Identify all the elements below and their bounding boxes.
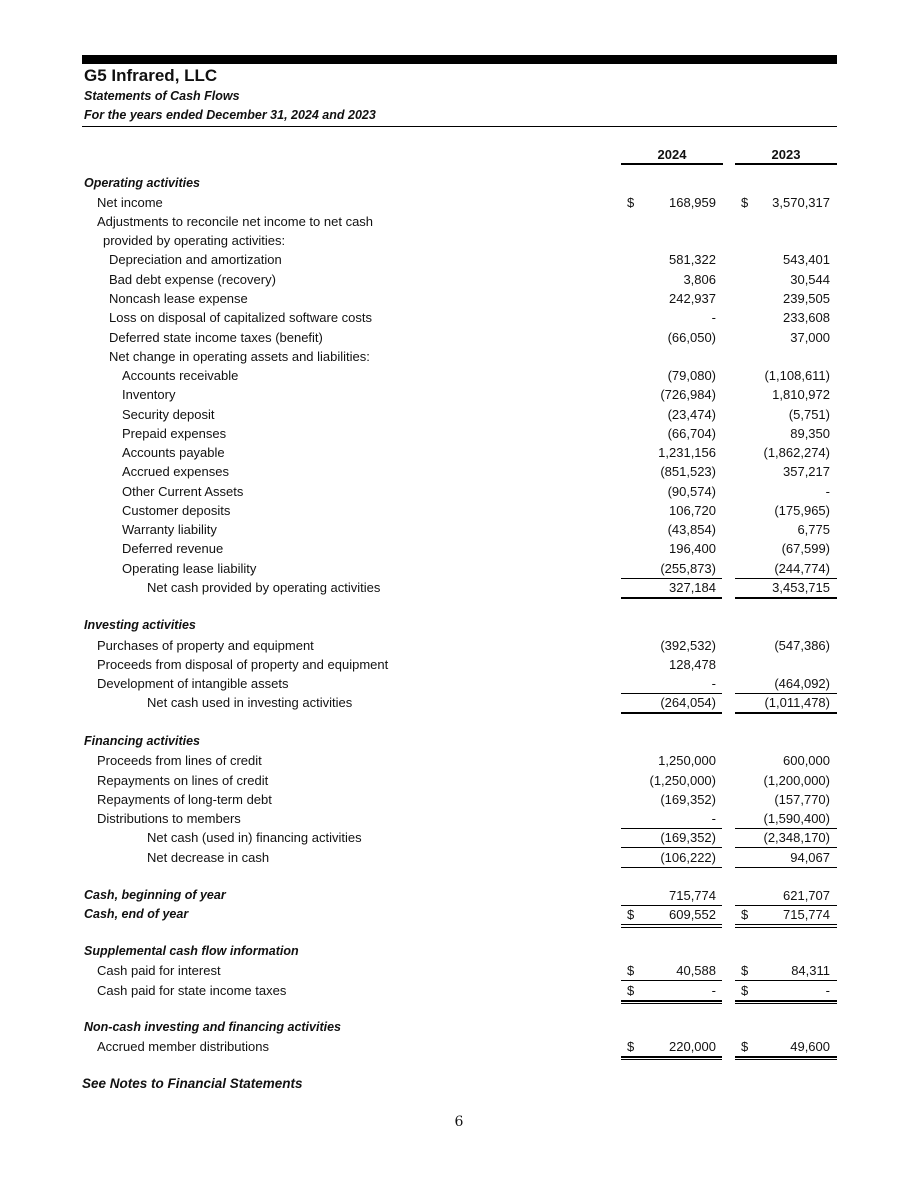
page-number: 6 bbox=[454, 1114, 464, 1130]
value-2024: 106,720 bbox=[669, 503, 716, 518]
statement-period: For the years ended December 31, 2024 and 2023 bbox=[84, 108, 376, 122]
value-2023: (1,590,400) bbox=[763, 811, 830, 826]
total-rule bbox=[735, 924, 837, 925]
row-label: Repayments on lines of credit bbox=[97, 773, 269, 788]
row-label: Net change in operating assets and liabilities: bbox=[109, 349, 370, 364]
value-2023: 357,217 bbox=[783, 464, 830, 479]
total-rule bbox=[621, 1003, 722, 1004]
row-loss-disposal bbox=[0, 308, 918, 327]
column-header-2023: 2023 bbox=[771, 147, 801, 162]
currency-symbol-2023: $ bbox=[741, 963, 749, 978]
row-label: Net cash used in investing activities bbox=[147, 695, 353, 710]
total-rule bbox=[735, 712, 837, 714]
row-label: Cash, end of year bbox=[84, 907, 189, 921]
currency-symbol-2024: $ bbox=[627, 195, 635, 210]
row-label: Inventory bbox=[122, 387, 176, 402]
row-net-income bbox=[0, 193, 918, 212]
value-2023: (547,386) bbox=[774, 638, 830, 653]
value-2023: 89,350 bbox=[790, 426, 830, 441]
value-2024: 242,937 bbox=[669, 291, 716, 306]
row-adj-2 bbox=[0, 231, 918, 250]
value-2024: - bbox=[711, 310, 716, 325]
row-noncash-lease bbox=[0, 289, 918, 308]
value-2024: (169,352) bbox=[660, 792, 716, 807]
row-label: Operating lease liability bbox=[122, 561, 257, 576]
row-inventory bbox=[0, 385, 918, 404]
row-label: Net cash provided by operating activities bbox=[147, 580, 381, 595]
currency-symbol-2024: $ bbox=[627, 907, 635, 922]
value-2024: 220,000 bbox=[669, 1039, 716, 1054]
row-security bbox=[0, 405, 918, 424]
value-2023: (2,348,170) bbox=[763, 830, 830, 845]
row-supp-header bbox=[0, 942, 918, 961]
value-2023: (464,092) bbox=[774, 676, 830, 691]
value-2024: (255,873) bbox=[660, 561, 716, 576]
value-2024: (66,050) bbox=[667, 330, 716, 345]
column-header-2024: 2024 bbox=[657, 147, 687, 162]
total-rule bbox=[621, 867, 722, 868]
row-ap bbox=[0, 443, 918, 462]
currency-symbol-2023: $ bbox=[741, 195, 749, 210]
total-rule bbox=[621, 927, 722, 928]
row-deferred-tax bbox=[0, 328, 918, 347]
value-2024: 40,588 bbox=[676, 963, 716, 978]
header-rule bbox=[82, 126, 837, 127]
total-rule bbox=[735, 980, 837, 981]
row-op-header bbox=[0, 174, 918, 193]
row-fin-header bbox=[0, 732, 918, 751]
value-2023: 715,774 bbox=[783, 907, 830, 922]
row-bad-debt bbox=[0, 270, 918, 289]
value-2023: - bbox=[825, 484, 830, 499]
row-dep bbox=[0, 250, 918, 269]
row-cash-tax bbox=[0, 981, 918, 1000]
value-2024: 128,478 bbox=[669, 657, 716, 672]
value-2023: 37,000 bbox=[790, 330, 830, 345]
value-2023: 30,544 bbox=[790, 272, 830, 287]
value-2024: 168,959 bbox=[669, 195, 716, 210]
statement-title: Statements of Cash Flows bbox=[84, 89, 240, 103]
row-other-current bbox=[0, 482, 918, 501]
row-label: Cash paid for interest bbox=[97, 963, 221, 978]
value-2024: (43,854) bbox=[667, 522, 716, 537]
row-label: Deferred revenue bbox=[122, 541, 224, 556]
value-2024: (66,704) bbox=[667, 426, 716, 441]
value-2024: (23,474) bbox=[667, 407, 716, 422]
row-label: Customer deposits bbox=[122, 503, 231, 518]
total-rule bbox=[621, 1056, 722, 1058]
row-label: Net cash (used in) financing activities bbox=[147, 830, 362, 845]
total-rule bbox=[621, 1059, 722, 1060]
total-rule bbox=[621, 980, 722, 981]
value-2023: 3,570,317 bbox=[772, 195, 830, 210]
row-noncash-header bbox=[0, 1018, 918, 1037]
row-label: Accounts payable bbox=[122, 445, 225, 460]
value-2024: 609,552 bbox=[669, 907, 716, 922]
row-accrued bbox=[0, 462, 918, 481]
row-proc-disp bbox=[0, 655, 918, 674]
row-label: Net decrease in cash bbox=[147, 850, 270, 865]
row-inv-header bbox=[0, 616, 918, 635]
row-op-lease bbox=[0, 559, 918, 578]
value-2024: 1,250,000 bbox=[658, 753, 716, 768]
row-label: Investing activities bbox=[84, 618, 196, 632]
column-header-rule-2023 bbox=[735, 163, 837, 165]
row-cash-interest bbox=[0, 961, 918, 980]
value-2024: (851,523) bbox=[660, 464, 716, 479]
value-2023: (1,108,611) bbox=[764, 368, 830, 383]
value-2023: 6,775 bbox=[797, 522, 830, 537]
row-net-decrease bbox=[0, 848, 918, 867]
row-label: provided by operating activities: bbox=[103, 233, 286, 248]
row-repay-ltd bbox=[0, 790, 918, 809]
total-rule bbox=[621, 712, 722, 714]
value-2023: 621,707 bbox=[783, 888, 830, 903]
value-2023: 239,505 bbox=[783, 291, 830, 306]
value-2023: 543,401 bbox=[783, 252, 830, 267]
value-2024: - bbox=[711, 983, 716, 998]
total-rule bbox=[735, 1000, 837, 1002]
row-label: Non-cash investing and financing activities bbox=[84, 1020, 341, 1034]
total-rule bbox=[621, 597, 722, 599]
value-2024: (90,574) bbox=[667, 484, 716, 499]
row-label: Noncash lease expense bbox=[109, 291, 248, 306]
row-label: Proceeds from disposal of property and equipment bbox=[97, 657, 389, 672]
row-net-inv bbox=[0, 693, 918, 712]
row-purch-ppe bbox=[0, 636, 918, 655]
value-2024: (1,250,000) bbox=[649, 773, 716, 788]
value-2023: (1,862,274) bbox=[763, 445, 830, 460]
row-label: Repayments of long-term debt bbox=[97, 792, 272, 807]
row-label: Security deposit bbox=[122, 407, 215, 422]
value-2023: (1,200,000) bbox=[763, 773, 830, 788]
value-2024: (264,054) bbox=[660, 695, 716, 710]
row-repay-loc bbox=[0, 771, 918, 790]
value-2024: (392,532) bbox=[660, 638, 716, 653]
row-dev-intang bbox=[0, 674, 918, 693]
row-label: Operating activities bbox=[84, 176, 201, 190]
currency-symbol-2023: $ bbox=[741, 1039, 749, 1054]
row-label: Adjustments to reconcile net income to net cash bbox=[97, 214, 374, 229]
value-2023: 49,600 bbox=[790, 1039, 830, 1054]
row-net-op bbox=[0, 578, 918, 597]
currency-symbol-2023: $ bbox=[741, 907, 749, 922]
row-label: Warranty liability bbox=[122, 522, 217, 537]
row-cash-end bbox=[0, 905, 918, 924]
row-dist-members bbox=[0, 809, 918, 828]
value-2023: (175,965) bbox=[774, 503, 830, 518]
value-2023: 233,608 bbox=[783, 310, 830, 325]
row-label: Loss on disposal of capitalized software costs bbox=[109, 310, 373, 325]
row-label: Development of intangible assets bbox=[97, 676, 289, 691]
value-2023: (5,751) bbox=[788, 407, 830, 422]
row-label: Supplemental cash flow information bbox=[84, 944, 299, 958]
row-label: Cash paid for state income taxes bbox=[97, 983, 287, 998]
total-rule bbox=[735, 867, 837, 868]
row-label: Financing activities bbox=[84, 734, 201, 748]
value-2023: (67,599) bbox=[781, 541, 830, 556]
row-label: Purchases of property and equipment bbox=[97, 638, 314, 653]
total-rule bbox=[735, 597, 837, 599]
value-2024: - bbox=[711, 811, 716, 826]
row-label: Bad debt expense (recovery) bbox=[109, 272, 276, 287]
value-2023: (1,011,478) bbox=[764, 695, 830, 710]
value-2024: 327,184 bbox=[669, 580, 716, 595]
value-2024: 715,774 bbox=[669, 888, 716, 903]
value-2023: 600,000 bbox=[783, 753, 830, 768]
total-rule bbox=[735, 1059, 837, 1060]
row-accrued-dist bbox=[0, 1037, 918, 1056]
value-2023: 3,453,715 bbox=[772, 580, 830, 595]
value-2023: (244,774) bbox=[774, 561, 830, 576]
total-rule bbox=[735, 927, 837, 928]
value-2023: 1,810,972 bbox=[772, 387, 830, 402]
footer-note: See Notes to Financial Statements bbox=[82, 1076, 303, 1091]
currency-symbol-2024: $ bbox=[627, 1039, 635, 1054]
row-label: Accrued expenses bbox=[122, 464, 229, 479]
row-proc-loc bbox=[0, 751, 918, 770]
row-cash-begin bbox=[0, 886, 918, 905]
total-rule bbox=[735, 1003, 837, 1004]
value-2024: (79,080) bbox=[667, 368, 716, 383]
row-prepaid bbox=[0, 424, 918, 443]
value-2024: 581,322 bbox=[669, 252, 716, 267]
total-rule bbox=[621, 1000, 722, 1002]
row-label: Cash, beginning of year bbox=[84, 888, 226, 902]
row-net-fin bbox=[0, 828, 918, 847]
value-2023: 94,067 bbox=[790, 850, 830, 865]
row-net-change bbox=[0, 347, 918, 366]
value-2024: 3,806 bbox=[683, 272, 716, 287]
row-warranty bbox=[0, 520, 918, 539]
row-label: Accrued member distributions bbox=[97, 1039, 269, 1054]
row-label: Deferred state income taxes (benefit) bbox=[109, 330, 323, 345]
row-ar bbox=[0, 366, 918, 385]
value-2024: 1,231,156 bbox=[658, 445, 716, 460]
row-adj-1 bbox=[0, 212, 918, 231]
total-rule bbox=[621, 924, 722, 925]
value-2024: (726,984) bbox=[660, 387, 716, 402]
row-label: Other Current Assets bbox=[122, 484, 244, 499]
row-label: Net income bbox=[97, 195, 163, 210]
value-2023: - bbox=[825, 983, 830, 998]
company-name: G5 Infrared, LLC bbox=[84, 66, 218, 85]
value-2024: 196,400 bbox=[669, 541, 716, 556]
row-label: Accounts receivable bbox=[122, 368, 239, 383]
row-label: Depreciation and amortization bbox=[109, 252, 282, 267]
top-rule bbox=[82, 55, 837, 64]
row-label: Distributions to members bbox=[97, 811, 241, 826]
row-label: Proceeds from lines of credit bbox=[97, 753, 262, 768]
value-2024: (169,352) bbox=[660, 830, 716, 845]
row-deferred-rev bbox=[0, 539, 918, 558]
total-rule bbox=[735, 1056, 837, 1058]
currency-symbol-2024: $ bbox=[627, 983, 635, 998]
currency-symbol-2024: $ bbox=[627, 963, 635, 978]
value-2023: (157,770) bbox=[774, 792, 830, 807]
value-2024: - bbox=[711, 676, 716, 691]
value-2023: 84,311 bbox=[791, 963, 830, 978]
row-label: Prepaid expenses bbox=[122, 426, 227, 441]
row-cust-dep bbox=[0, 501, 918, 520]
value-2024: (106,222) bbox=[660, 850, 716, 865]
column-header-rule-2024 bbox=[621, 163, 723, 165]
currency-symbol-2023: $ bbox=[741, 983, 749, 998]
